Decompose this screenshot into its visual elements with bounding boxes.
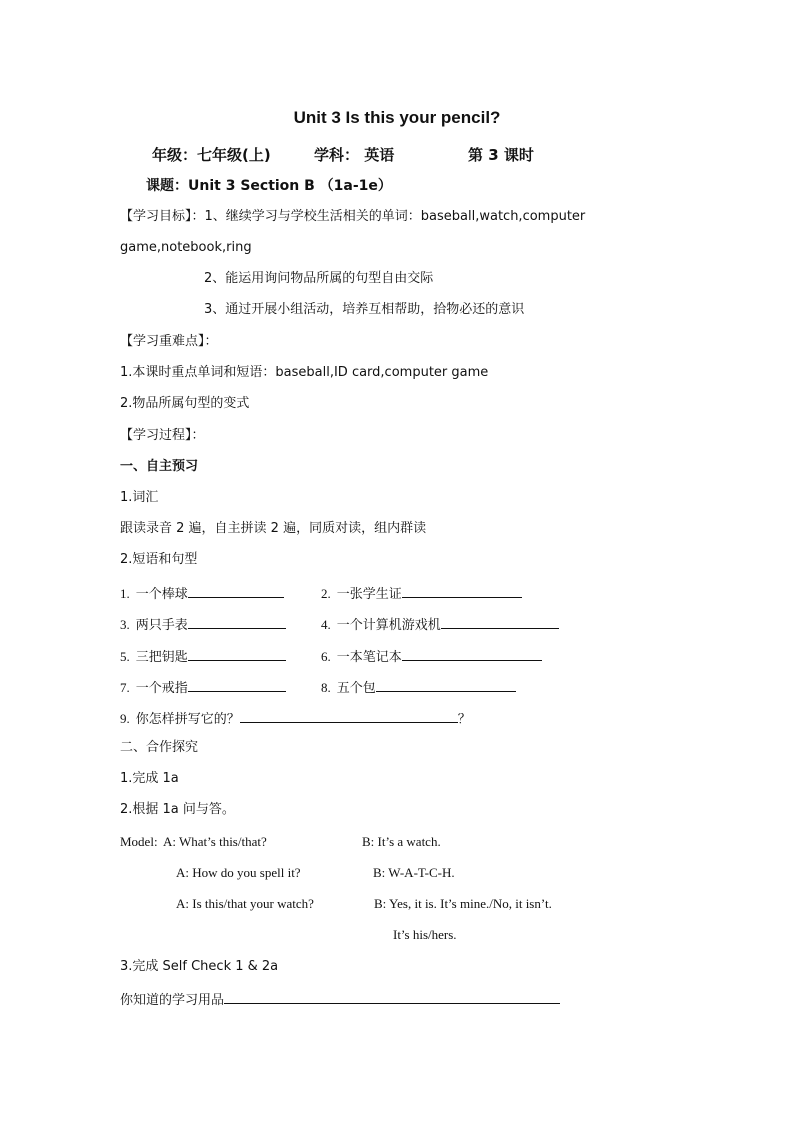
phrase-item: 7. 一个戒指 [120, 677, 286, 698]
dialog-a-line: A: How do you spell it? [176, 865, 301, 880]
step-3: 3.完成 Self Check 1 & 2a [120, 959, 279, 974]
page-title: Unit 3 Is this your pencil? [293, 108, 501, 127]
answer-blank[interactable] [188, 677, 286, 692]
dialog-a-line: A: What’s this/that? [163, 834, 267, 849]
school-supplies-line: 你知道的学习用品 [120, 989, 560, 1010]
phrase-item: 3. 两只手表 [120, 614, 286, 635]
phrase-item: 1. 一个棒球 [120, 583, 284, 604]
lesson-label: 第 3 课时 [468, 146, 534, 164]
phrase-item: 6. 一本笔记本 [321, 646, 542, 667]
process-heading: 【学习过程】： [120, 428, 205, 443]
answer-blank[interactable] [240, 708, 458, 723]
objective-1: 1、继续学习与学校生活相关的单词：baseball,watch,computer [204, 209, 586, 224]
key-point-2: 2.物品所属句型的变式 [120, 396, 250, 411]
answer-blank[interactable] [188, 583, 284, 598]
answer-blank[interactable] [441, 614, 559, 629]
answer-blank[interactable] [402, 646, 542, 661]
answer-blank[interactable] [188, 614, 286, 629]
objective-3: 3、通过开展小组活动，培养互相帮助，拾物必还的意识 [204, 302, 525, 317]
section1-heading: 一、自主预习 [120, 459, 199, 474]
phrase-item: 5. 三把钥匙 [120, 646, 286, 667]
subject-label: 学科： 英语 [314, 146, 395, 164]
answer-blank[interactable] [402, 583, 522, 598]
phrase-item: 4. 一个计算机游戏机 [321, 614, 559, 635]
vocab-label: 1.词汇 [120, 490, 159, 505]
answer-blank[interactable] [224, 989, 560, 1004]
objectives-heading: 【学习目标】： [120, 209, 205, 224]
phrases-label: 2.短语和句型 [120, 552, 198, 567]
answer-blank[interactable] [188, 646, 286, 661]
model-label: Model: [120, 834, 158, 849]
key-point-1: 1.本课时重点单词和短语：baseball,ID card,computer game [120, 365, 489, 380]
phrase-item: 8. 五个包 [321, 677, 516, 698]
objective-2: 2、能运用询问物品所属的句型自由交际 [204, 271, 434, 286]
step-1: 1.完成 1a [120, 771, 179, 786]
dialog-b-line: B: It’s a watch. [362, 834, 441, 849]
topic-line: 课题：Unit 3 Section B （1a-1e） [146, 178, 392, 194]
dialog-a-line: A: Is this/that your watch? [176, 896, 314, 911]
dialog-b-continued: It’s his/hers. [393, 927, 457, 942]
dialog-b-line: B: W-A-T-C-H. [373, 865, 455, 880]
step-2: 2.根据 1a 问与答。 [120, 802, 235, 817]
objectives-line-1 [120, 208, 585, 226]
section2-heading: 二、合作探究 [120, 740, 199, 755]
key-points-heading: 【学习重难点】： [120, 334, 218, 349]
phrase-item: 9. 你怎样拼写它的？ ？ [120, 708, 471, 729]
answer-blank[interactable] [376, 677, 516, 692]
vocab-task: 跟读录音 2 遍，自主拼读 2 遍，同质对读，组内群读 [120, 521, 427, 536]
dialog-b-line: B: Yes, it is. It’s mine./No, it isn’t. [374, 896, 552, 911]
objective-1-continued: game,notebook,ring [120, 240, 252, 255]
grade-label: 年级：七年级(上) [152, 146, 271, 164]
phrase-item: 2. 一张学生证 [321, 583, 522, 604]
